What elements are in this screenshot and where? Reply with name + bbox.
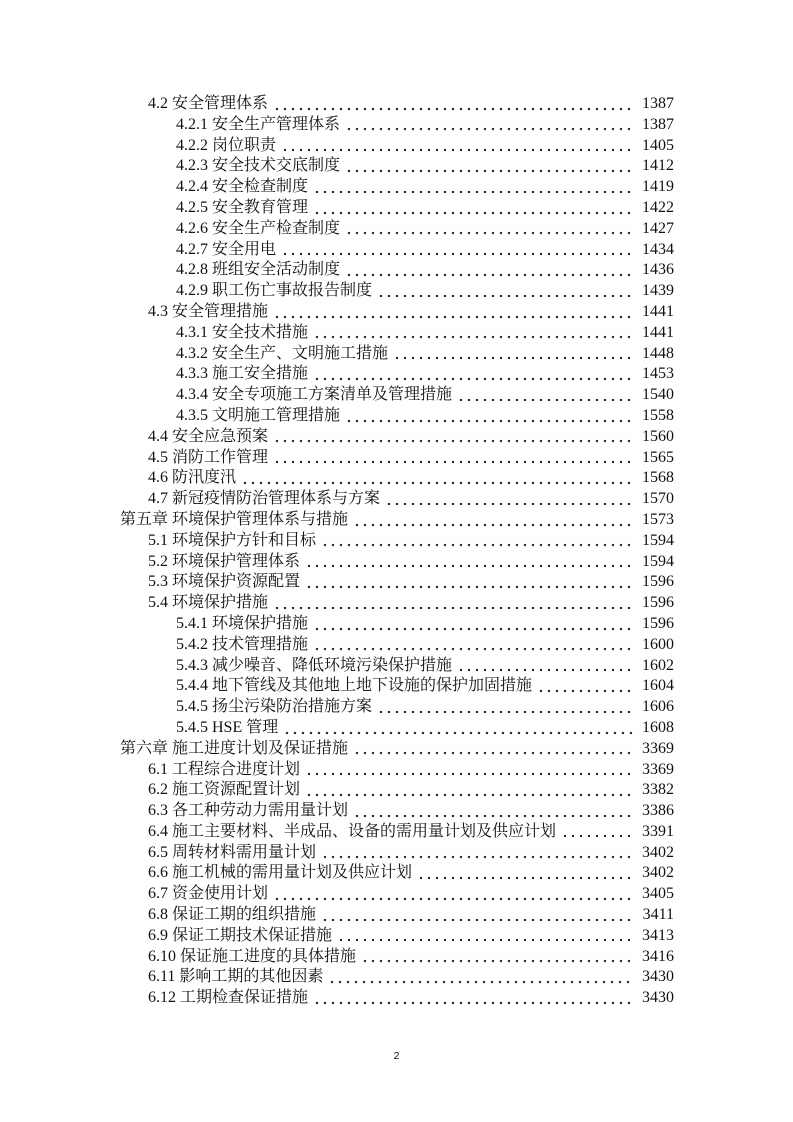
- dot-leader: [353, 739, 634, 760]
- toc-entry-title: 4.2.2 岗位职责: [176, 136, 277, 154]
- toc-entry-title: 6.11 影响工期的其他因素: [148, 968, 324, 986]
- toc-entry-title: 6.4 施工主要材料、半成品、设备的需用量计划及供应计划: [148, 822, 557, 840]
- dot-leader: [337, 926, 634, 947]
- toc-entry-title: 4.2.4 安全检查制度: [176, 178, 309, 196]
- toc-entry: [120, 385, 674, 406]
- toc-entry-title: 5.1 环境保护方针和目标: [148, 531, 317, 549]
- dot-leader: [273, 427, 634, 448]
- toc-entry-page: 1422: [642, 198, 674, 216]
- toc-entry: [120, 676, 674, 697]
- dot-leader: [313, 198, 634, 219]
- dot-leader: [273, 302, 634, 323]
- toc-entry: [120, 635, 674, 656]
- toc-entry-title: 5.2 环境保护管理体系: [148, 552, 301, 570]
- toc-entry-page: 1558: [642, 406, 674, 424]
- dot-leader: [321, 905, 634, 926]
- toc-entry: [120, 656, 674, 677]
- toc-entry: [120, 863, 674, 884]
- dot-leader: [361, 947, 634, 968]
- toc-entry: [120, 822, 674, 843]
- toc-entry-page: 1570: [642, 490, 674, 508]
- dot-leader: [281, 136, 634, 157]
- toc-entry: [120, 94, 674, 115]
- toc-entry-page: 1602: [642, 656, 674, 674]
- toc-entry-page: 1387: [642, 95, 674, 112]
- toc-entry-title: 4.3 安全管理措施: [148, 302, 269, 320]
- toc-entry-title: 4.3.2 安全生产、文明施工措施: [176, 344, 389, 362]
- dot-leader: [281, 240, 634, 261]
- dot-leader: [345, 219, 634, 240]
- toc-entry-page: 1606: [642, 698, 674, 716]
- dot-leader: [313, 614, 634, 635]
- toc-entry-title: 4.4 安全应急预案: [148, 427, 269, 445]
- toc-entry: [120, 801, 674, 822]
- toc-entry: [120, 843, 674, 864]
- dot-leader: [273, 593, 634, 614]
- toc-entry-page: 1596: [642, 614, 674, 632]
- dot-leader: [241, 468, 634, 489]
- toc-entry-title: 4.2.3 安全技术交底制度: [176, 157, 341, 175]
- toc-entry-page: 3413: [642, 926, 674, 944]
- toc-entry-title: 4.5 消防工作管理: [148, 448, 269, 466]
- dot-leader: [385, 489, 634, 510]
- toc-entry: [120, 614, 674, 635]
- toc-entry-page: 1419: [642, 178, 674, 196]
- dot-leader: [353, 510, 634, 531]
- toc-entry-title: 5.4.3 减少噪音、降低环境污染保护措施: [176, 656, 453, 674]
- toc-entry-page: 1441: [642, 323, 674, 341]
- toc-entry-page: 1434: [642, 240, 674, 258]
- toc-entry-page: 1439: [642, 282, 674, 300]
- toc-entry-page: 3405: [642, 885, 674, 903]
- toc-entry: [120, 967, 674, 988]
- toc-entry-page: 1594: [642, 531, 674, 549]
- toc-chapter-entry: [120, 510, 674, 531]
- toc-entry: [120, 323, 674, 344]
- dot-leader: [273, 448, 634, 469]
- toc-entry-title: 第六章 施工进度计划及保证措施: [120, 739, 349, 757]
- dot-leader: [417, 863, 634, 884]
- dot-leader: [283, 718, 634, 739]
- toc-entry-page: 3430: [642, 968, 674, 986]
- toc-entry: [120, 697, 674, 718]
- dot-leader: [353, 801, 634, 822]
- toc-entry-page: 1441: [642, 302, 674, 320]
- toc-entry: [120, 177, 674, 198]
- toc-entry-title: 4.3.5 文明施工管理措施: [176, 406, 341, 424]
- dot-leader: [273, 884, 634, 905]
- toc-entry-title: 6.1 工程综合进度计划: [148, 760, 301, 778]
- toc-entry: [120, 156, 674, 177]
- toc-entry-page: 3382: [642, 781, 674, 799]
- dot-leader: [457, 656, 634, 677]
- toc-entry: [120, 240, 674, 261]
- toc-entry-title: 4.3.3 施工安全措施: [176, 365, 309, 383]
- toc-entry-title: 4.2.5 安全教育管理: [176, 198, 309, 216]
- toc-entry: [120, 427, 674, 448]
- toc-entry-title: 5.4.1 环境保护措施: [176, 614, 309, 632]
- toc-entry-page: 3391: [642, 822, 674, 840]
- toc-entry-title: 6.10 保证施工进度的具体措施: [148, 947, 357, 965]
- toc-entry: [120, 552, 674, 573]
- toc-entry-title: 5.4.2 技术管理措施: [176, 635, 309, 653]
- toc-entry-title: 5.4 环境保护措施: [148, 594, 269, 612]
- toc-entry-title: 4.7 新冠疫情防治管理体系与方案: [148, 490, 381, 508]
- toc-entry-page: 1573: [642, 510, 674, 528]
- toc-entry: [120, 448, 674, 469]
- page-number: 2: [393, 1050, 400, 1062]
- dot-leader: [313, 364, 634, 385]
- toc-entry: [120, 364, 674, 385]
- toc-entry: [120, 281, 674, 302]
- toc-entry-page: 3402: [642, 843, 674, 861]
- dot-leader: [345, 156, 634, 177]
- toc-entry-page: 1600: [642, 635, 674, 653]
- dot-leader: [305, 780, 634, 801]
- toc-entry: [120, 780, 674, 801]
- toc-entry: [120, 115, 674, 136]
- toc-entry-page: 1596: [642, 594, 674, 612]
- toc-entry-page: 1412: [642, 157, 674, 175]
- toc-entry-title: 6.2 施工资源配置计划: [148, 781, 301, 799]
- dot-leader: [345, 115, 634, 136]
- toc-entry: [120, 406, 674, 427]
- toc-entry-title: 6.3 各工种劳动力需用量计划: [148, 802, 349, 820]
- dot-leader: [305, 572, 634, 593]
- toc-entry-page: 1568: [642, 469, 674, 487]
- toc-entry-page: 1387: [642, 115, 674, 133]
- toc-entry-title: 5.4.5 HSE 管理: [176, 718, 279, 736]
- dot-leader: [313, 177, 634, 198]
- dot-leader: [305, 760, 634, 781]
- toc-entry-title: 6.12 工期检查保证措施: [148, 989, 309, 1007]
- dot-leader: [377, 697, 634, 718]
- toc-entry-title: 4.2.8 班组安全活动制度: [176, 261, 341, 279]
- toc-entry-title: 4.6 防汛度汛: [148, 469, 237, 487]
- toc-entry: [120, 572, 674, 593]
- toc-entry-title: 4.2.9 职工伤亡事故报告制度: [176, 282, 373, 300]
- toc-entry-title: 第五章 环境保护管理体系与措施: [120, 510, 349, 528]
- toc-entry-title: 6.7 资金使用计划: [148, 885, 269, 903]
- dot-leader: [561, 822, 634, 843]
- toc-entry: [120, 593, 674, 614]
- dot-leader: [537, 676, 634, 697]
- toc-entry: [120, 136, 674, 157]
- dot-leader: [457, 385, 634, 406]
- toc-entry-page: 1565: [642, 448, 674, 466]
- toc-entry-title: 5.3 环境保护资源配置: [148, 573, 301, 591]
- toc-entry-title: 6.6 施工机械的需用量计划及供应计划: [148, 864, 413, 882]
- toc-entry: [120, 926, 674, 947]
- toc-entry-page: 1608: [642, 718, 674, 736]
- toc-entry: [120, 988, 674, 1009]
- toc-entry: [120, 947, 674, 968]
- toc-entry-page: 3402: [642, 864, 674, 882]
- toc-entry-title: 6.5 周转材料需用量计划: [148, 843, 317, 861]
- toc-entry-page: 1596: [642, 573, 674, 591]
- toc-entry-page: 1436: [642, 261, 674, 279]
- toc-entry-page: 1405: [642, 136, 674, 154]
- dot-leader: [393, 344, 634, 365]
- toc-entry-page: 1594: [642, 552, 674, 570]
- toc-entry-title: 4.2.6 安全生产检查制度: [176, 219, 341, 237]
- toc-entry: [120, 718, 674, 739]
- toc-entry-title: 4.3.1 安全技术措施: [176, 323, 309, 341]
- dot-leader: [321, 531, 634, 552]
- toc-chapter-entry: [120, 739, 674, 760]
- toc-entry: [120, 884, 674, 905]
- dot-leader: [273, 94, 634, 115]
- toc-entry: [120, 489, 674, 510]
- dot-leader: [377, 281, 634, 302]
- toc-entry: [120, 302, 674, 323]
- dot-leader: [345, 260, 634, 281]
- dot-leader: [313, 635, 634, 656]
- toc-entry-page: 3430: [642, 989, 674, 1007]
- toc-entry-page: 1560: [642, 427, 674, 445]
- toc-entry: [120, 905, 674, 926]
- toc-entry: [120, 198, 674, 219]
- toc-entry: [120, 531, 674, 552]
- toc-entry-page: 1540: [642, 386, 674, 404]
- dot-leader: [313, 988, 634, 1009]
- dot-leader: [321, 843, 634, 864]
- toc-entry-page: 1453: [642, 365, 674, 383]
- toc-entry: [120, 468, 674, 489]
- dot-leader: [345, 406, 634, 427]
- toc-entry-title: 4.2.7 安全用电: [176, 240, 277, 258]
- toc-entry-page: 3369: [642, 739, 674, 757]
- toc-entry: [120, 260, 674, 281]
- toc-entry-page: 1448: [642, 344, 674, 362]
- toc-entry-title: 6.9 保证工期技术保证措施: [148, 926, 333, 944]
- toc-entry-page: 3369: [642, 760, 674, 778]
- toc-entry: [120, 219, 674, 240]
- toc-entry: [120, 760, 674, 781]
- toc-entry-title: 4.2 安全管理体系: [148, 95, 269, 112]
- toc-entry: [120, 344, 674, 365]
- toc-entry-title: 4.2.1 安全生产管理体系: [176, 115, 341, 133]
- toc-entry-title: 5.4.4 地下管线及其他地上地下设施的保护加固措施: [176, 677, 533, 695]
- toc-entry-title: 6.8 保证工期的组织措施: [148, 906, 317, 924]
- toc-entry-page: 3416: [642, 947, 674, 965]
- toc-entry-title: 5.4.5 扬尘污染防治措施方案: [176, 698, 373, 716]
- dot-leader: [328, 967, 634, 988]
- toc-entry-page: 3386: [642, 802, 674, 820]
- toc-entry-title: 4.3.4 安全专项施工方案清单及管理措施: [176, 386, 453, 404]
- dot-leader: [305, 552, 634, 573]
- table-of-contents: [120, 94, 674, 1009]
- dot-leader: [313, 323, 634, 344]
- toc-entry-page: 1604: [642, 677, 674, 695]
- toc-entry-page: 3411: [642, 906, 674, 924]
- toc-entry-page: 1427: [642, 219, 674, 237]
